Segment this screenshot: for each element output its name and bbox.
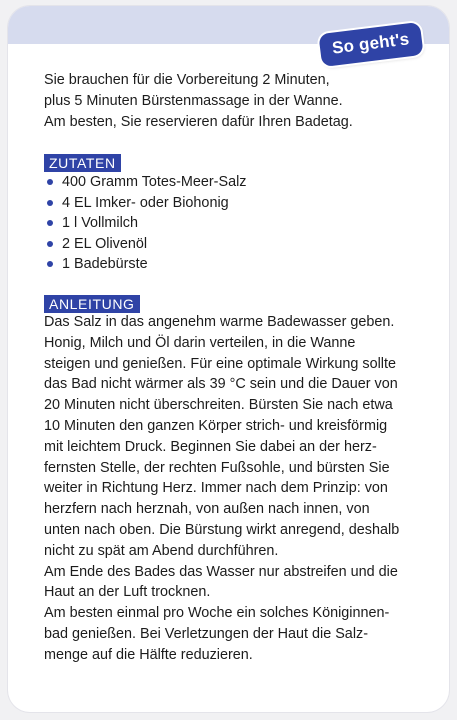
ingredient-label: 1 Badebürste — [62, 256, 148, 272]
instruction-line: 10 Minuten den ganzen Körper strich- und kreisförmig — [44, 417, 388, 434]
ingredient-label: 1 l Vollmilch — [62, 215, 138, 231]
so-gehts-badge: So geht's — [318, 22, 423, 67]
ingredient-list — [44, 172, 246, 275]
instruction-line: weiter in Richtung Herz. Immer nach dem Prinzip: von — [44, 480, 388, 497]
instruction-line: Das Salz in das angenehm warme Badewasser geben. — [44, 314, 395, 330]
instruction-line: Honig, Milch und Öl darin verteilen, in die Wanne — [44, 334, 356, 351]
instruction-line: steigen und genießen. Für eine optimale Wirkung sollte — [44, 355, 396, 372]
intro-text — [44, 70, 439, 133]
instruction-line: herzfern nach herznah, von außen nach innen, von — [44, 501, 370, 518]
intro-line: plus 5 Minuten Bürstenmassage in der Wanne. — [44, 93, 343, 109]
ingredient-label: 2 EL Olivenöl — [62, 235, 148, 252]
instruction-line: Haut an der Luft trocknen. — [44, 584, 211, 601]
instruction-line: bad genießen. Bei Verletzungen der Haut die Salz- — [44, 625, 368, 642]
instruction-line: 20 Minuten nicht überschreiten. Bürsten Sie nach etwa — [44, 397, 393, 414]
bullet-icon — [47, 179, 53, 185]
instruction-line: menge auf die Hälfte reduzieren. — [44, 646, 253, 663]
anleitung-heading: ANLEITUNG — [44, 295, 140, 313]
bullet-icon — [47, 220, 53, 226]
instruction-line: Am Ende des Bades das Wasser nur abstreifen und die — [44, 563, 398, 580]
zutaten-heading: ZUTATEN — [44, 154, 121, 172]
instruction-line: unten nach oben. Die Bürstung wirkt anregend, deshalb — [44, 521, 400, 538]
instruction-line: Am besten einmal pro Woche ein solches Königinnen- — [44, 605, 390, 622]
list-item — [44, 234, 246, 255]
list-item — [44, 213, 246, 234]
list-item — [44, 193, 246, 214]
instruction-line: fernsten Stelle, der rechten Fußsohle, und bürsten Sie — [44, 459, 390, 476]
instruction-line: mit leichtem Druck. Beginnen Sie dabei an der herz- — [44, 438, 377, 455]
intro-line: Sie brauchen für die Vorbereitung 2 Minuten, — [44, 72, 330, 88]
intro-line: Am besten, Sie reservieren dafür Ihren Badetag. — [44, 114, 353, 130]
ingredient-label: 4 EL Imker- oder Biohonig — [62, 194, 229, 211]
instruction-line: das Bad nicht wärmer als 39 °C sein und die Dauer von — [44, 376, 398, 393]
instructions-text — [44, 312, 444, 666]
bullet-icon — [47, 200, 53, 206]
bullet-icon — [47, 261, 53, 267]
instruction-line: nicht zu spät am Abend durchführen. — [44, 542, 279, 559]
list-item — [44, 172, 246, 193]
ingredient-label: 400 Gramm Totes-Meer-Salz — [62, 174, 247, 190]
list-item — [44, 254, 246, 275]
bullet-icon — [47, 241, 53, 247]
recipe-card — [8, 6, 449, 712]
